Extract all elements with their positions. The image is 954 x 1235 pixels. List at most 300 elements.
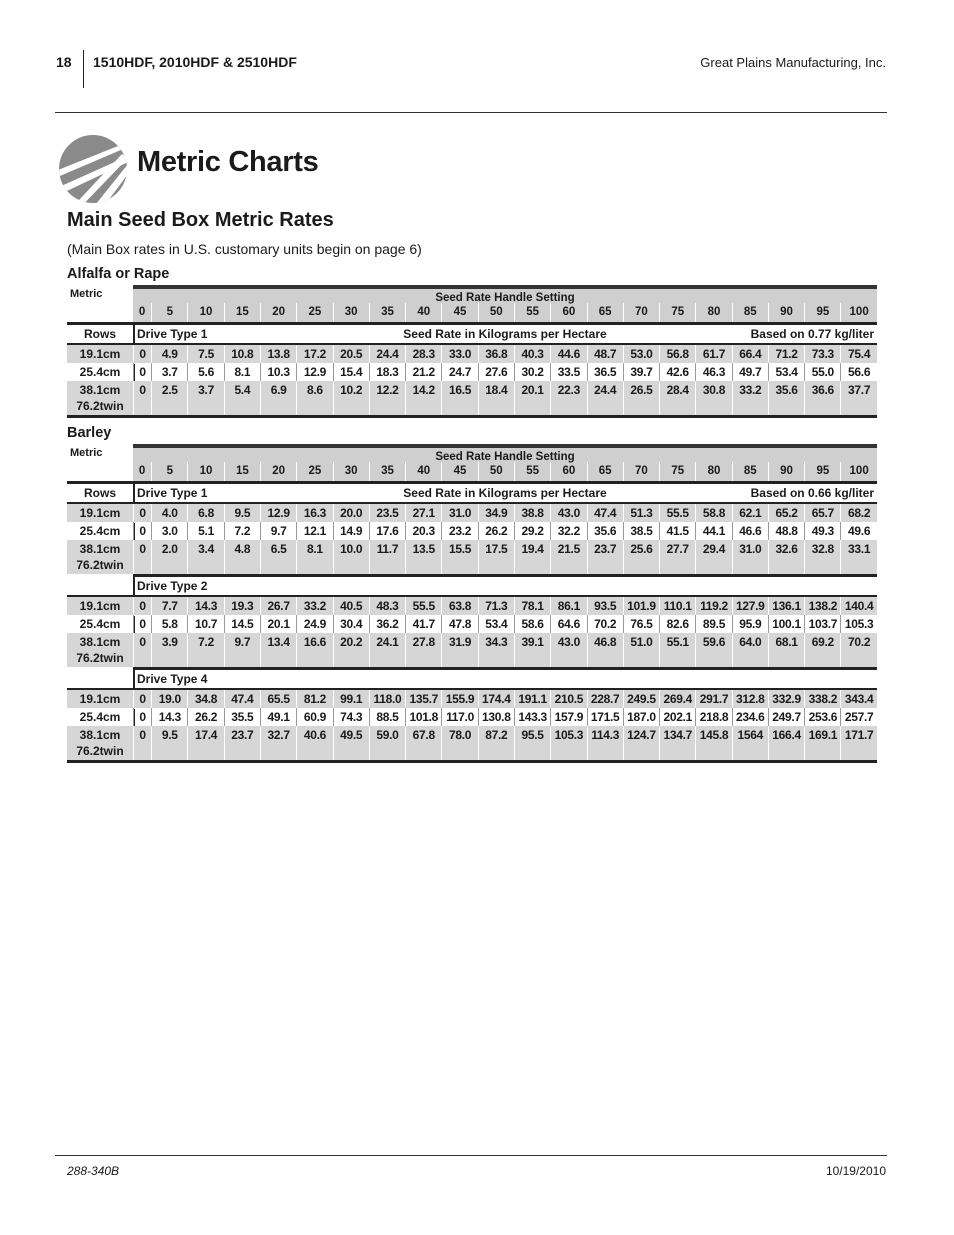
rate-cell: 48.8 — [768, 522, 804, 540]
setting-column-header: 50 — [478, 462, 514, 481]
setting-header — [133, 448, 877, 481]
setting-column-header: 60 — [550, 462, 586, 481]
rate-cells — [133, 690, 877, 708]
rate-cell: 18.3 — [369, 363, 405, 381]
rate-cell: 34.3 — [478, 633, 514, 667]
row-spacing: 25.4cm — [79, 710, 121, 724]
rate-cell: 13.4 — [260, 633, 296, 667]
setting-column-header: 5 — [151, 462, 187, 481]
row-spacing: 19.1cm — [79, 506, 121, 520]
rate-cell: 5.1 — [187, 522, 223, 540]
rate-cell: 23.7 — [587, 540, 623, 574]
rate-cell: 191.1 — [514, 690, 550, 708]
rate-cell: 51.3 — [623, 504, 659, 522]
rate-cell: 31.0 — [732, 540, 768, 574]
rate-cell: 30.4 — [333, 615, 369, 633]
rate-cell: 7.2 — [224, 522, 260, 540]
header-rule — [55, 112, 887, 113]
rate-cell: 24.4 — [587, 381, 623, 415]
crop-name: Barley — [67, 425, 112, 441]
metric-label: Metric — [70, 447, 103, 459]
rate-cells — [133, 708, 877, 726]
rate-cell: 78.0 — [441, 726, 477, 760]
rate-cell: 14.3 — [187, 597, 223, 615]
rate-cell: 36.5 — [587, 363, 623, 381]
rate-cells — [133, 345, 877, 363]
rate-cell: 29.4 — [695, 540, 731, 574]
rate-cell: 101.8 — [405, 708, 441, 726]
rate-cell: 74.3 — [333, 708, 369, 726]
row-spacing-twin: 76.2twin — [76, 399, 124, 413]
rate-cell: 47.4 — [224, 690, 260, 708]
rate-cell: 65.5 — [260, 690, 296, 708]
rate-cell: 20.1 — [514, 381, 550, 415]
table-row — [67, 615, 877, 633]
seed-rate-units-label: Seed Rate in Kilograms per Hectare — [403, 486, 607, 500]
rate-cell: 36.8 — [478, 345, 514, 363]
rate-cell: 44.1 — [695, 522, 731, 540]
table-row — [67, 522, 877, 540]
rate-cell: 2.0 — [151, 540, 187, 574]
setting-column-header: 95 — [804, 303, 840, 322]
row-spacing-twin: 76.2twin — [76, 744, 124, 758]
row-spacing-label — [67, 597, 133, 615]
rate-cell: 82.6 — [659, 615, 695, 633]
rate-cell: 0 — [133, 522, 151, 540]
rate-cell: 218.8 — [695, 708, 731, 726]
setting-column-header: 65 — [587, 462, 623, 481]
setting-column-header: 0 — [138, 465, 146, 477]
rate-cell: 43.0 — [550, 504, 586, 522]
density-basis-label: Based on 0.66 kg/liter — [750, 486, 874, 500]
table-row — [67, 597, 877, 615]
rate-cell: 33.0 — [441, 345, 477, 363]
rate-cell: 95.5 — [514, 726, 550, 760]
rate-cell: 71.3 — [478, 597, 514, 615]
rate-cell: 16.5 — [441, 381, 477, 415]
seed-rate-units-label: Seed Rate in Kilograms per Hectare — [403, 327, 607, 341]
rate-cell: 53.0 — [623, 345, 659, 363]
rate-cell: 68.1 — [768, 633, 804, 667]
rate-cell: 26.2 — [187, 708, 223, 726]
rate-cell: 20.2 — [333, 633, 369, 667]
rate-cell: 312.8 — [732, 690, 768, 708]
rate-cell: 32.2 — [550, 522, 586, 540]
rate-cell: 110.1 — [659, 597, 695, 615]
rate-cell: 65.7 — [804, 504, 840, 522]
rate-cell: 127.9 — [732, 597, 768, 615]
rate-cell: 228.7 — [587, 690, 623, 708]
rate-cell: 24.1 — [369, 633, 405, 667]
rate-cell: 3.9 — [151, 633, 187, 667]
row-spacing-twin: 76.2twin — [76, 558, 124, 572]
document-date: 10/19/2010 — [825, 1164, 886, 1178]
rate-cell: 0 — [133, 708, 151, 726]
rate-cell: 5.4 — [224, 381, 260, 415]
rate-cell: 11.7 — [369, 540, 405, 574]
rate-cell: 25.6 — [623, 540, 659, 574]
rate-cell: 0 — [133, 690, 151, 708]
drive-type-label: Drive Type 1 — [137, 486, 208, 500]
row-spacing-label — [67, 708, 133, 726]
rate-cell: 68.2 — [840, 504, 876, 522]
rate-cell: 29.2 — [514, 522, 550, 540]
rate-cell: 27.6 — [478, 363, 514, 381]
rate-cell: 10.8 — [224, 345, 260, 363]
setting-column-header: 75 — [659, 303, 695, 322]
rate-cell: 20.3 — [405, 522, 441, 540]
rate-cell: 3.4 — [187, 540, 223, 574]
rate-cell: 26.7 — [260, 597, 296, 615]
rate-cell: 171.7 — [840, 726, 876, 760]
setting-column-header: 80 — [695, 303, 731, 322]
rate-cell: 19.3 — [224, 597, 260, 615]
rate-cell: 35.6 — [587, 522, 623, 540]
rows-column-label: Rows — [83, 486, 116, 500]
rate-cell: 49.1 — [260, 708, 296, 726]
rate-cell: 23.5 — [369, 504, 405, 522]
setting-column-header: 45 — [441, 462, 477, 481]
group-rule — [67, 322, 877, 325]
setting-column-header: 40 — [405, 303, 441, 322]
rate-cell: 16.6 — [296, 633, 332, 667]
rate-cell: 10.3 — [260, 363, 296, 381]
row-spacing-label — [67, 690, 133, 708]
document-number: 288-340B — [67, 1164, 120, 1178]
rate-cell: 36.2 — [369, 615, 405, 633]
rate-cell: 234.6 — [732, 708, 768, 726]
rate-cell: 53.4 — [478, 615, 514, 633]
setting-header — [133, 289, 877, 322]
rate-cell: 17.2 — [296, 345, 332, 363]
rate-cell: 0 — [133, 345, 151, 363]
rate-cell: 20.1 — [260, 615, 296, 633]
table-row — [67, 345, 877, 363]
drive-type-label: Drive Type 1 — [137, 327, 208, 341]
setting-column-header: 30 — [333, 462, 369, 481]
rate-cell: 62.1 — [732, 504, 768, 522]
rate-cell: 71.2 — [768, 345, 804, 363]
rate-cell: 51.0 — [623, 633, 659, 667]
rate-cell: 46.8 — [587, 633, 623, 667]
rate-cell: 12.9 — [296, 363, 332, 381]
rate-cell: 55.5 — [659, 504, 695, 522]
row-spacing-twin: 76.2twin — [76, 651, 124, 665]
rate-cell: 249.5 — [623, 690, 659, 708]
rate-cell: 130.8 — [478, 708, 514, 726]
rate-cell: 138.2 — [804, 597, 840, 615]
rate-cell: 114.3 — [587, 726, 623, 760]
row-spacing-label — [67, 540, 133, 574]
rate-cell: 15.4 — [333, 363, 369, 381]
table-bottom-rule — [67, 760, 877, 763]
page-title: Metric Charts — [137, 146, 319, 178]
rate-cell: 26.5 — [623, 381, 659, 415]
rate-cell: 30.8 — [695, 381, 731, 415]
rate-cell: 65.2 — [768, 504, 804, 522]
rate-cell: 56.6 — [840, 363, 876, 381]
setting-column-header: 35 — [369, 462, 405, 481]
rate-cell: 155.9 — [441, 690, 477, 708]
rate-cell: 64.6 — [550, 615, 586, 633]
rate-cell: 10.2 — [333, 381, 369, 415]
rate-cell: 55.5 — [405, 597, 441, 615]
rate-cell: 88.5 — [369, 708, 405, 726]
rate-cell: 95.9 — [732, 615, 768, 633]
row-spacing: 25.4cm — [79, 524, 121, 538]
rate-cell: 118.0 — [369, 690, 405, 708]
rate-cell: 10.7 — [187, 615, 223, 633]
rate-cell: 338.2 — [804, 690, 840, 708]
rate-cell: 14.9 — [333, 522, 369, 540]
rate-cell: 40.3 — [514, 345, 550, 363]
rate-cell: 49.5 — [333, 726, 369, 760]
rate-cell: 81.2 — [296, 690, 332, 708]
rate-cells — [133, 381, 877, 415]
rate-cell: 14.5 — [224, 615, 260, 633]
rate-cell: 37.7 — [840, 381, 876, 415]
rate-cell: 6.8 — [187, 504, 223, 522]
rate-cell: 105.3 — [840, 615, 876, 633]
rate-cell: 249.7 — [768, 708, 804, 726]
section-title: Main Seed Box Metric Rates — [67, 209, 334, 231]
rate-cell: 70.2 — [587, 615, 623, 633]
rate-cell: 69.2 — [804, 633, 840, 667]
rate-cell: 210.5 — [550, 690, 586, 708]
rate-cell: 31.9 — [441, 633, 477, 667]
rate-cell: 3.7 — [151, 363, 187, 381]
rate-cells — [133, 597, 877, 615]
rate-cell: 0 — [133, 504, 151, 522]
rate-cell: 13.8 — [260, 345, 296, 363]
rate-cell: 48.7 — [587, 345, 623, 363]
rate-cell: 36.6 — [804, 381, 840, 415]
row-spacing: 38.1cm — [79, 383, 121, 397]
rate-cell: 0 — [133, 615, 151, 633]
rate-cell: 21.5 — [550, 540, 586, 574]
rate-cell: 24.4 — [369, 345, 405, 363]
setting-column-header: 30 — [333, 303, 369, 322]
setting-column-header: 100 — [840, 462, 876, 481]
row-spacing: 25.4cm — [79, 365, 121, 379]
table-row — [67, 540, 877, 574]
rate-cell: 9.5 — [151, 726, 187, 760]
rate-cell: 38.8 — [514, 504, 550, 522]
rate-cell: 39.1 — [514, 633, 550, 667]
table-row — [67, 504, 877, 522]
rate-cell: 12.1 — [296, 522, 332, 540]
rate-cell: 48.3 — [369, 597, 405, 615]
rate-cell: 8.1 — [296, 540, 332, 574]
rate-cell: 157.9 — [550, 708, 586, 726]
setting-column-header: 15 — [224, 303, 260, 322]
row-spacing: 38.1cm — [79, 635, 121, 649]
rate-cell: 63.8 — [441, 597, 477, 615]
rate-cell: 134.7 — [659, 726, 695, 760]
rate-cell: 19.4 — [514, 540, 550, 574]
rate-cell: 32.8 — [804, 540, 840, 574]
rate-cell: 0 — [133, 597, 151, 615]
section-note: (Main Box rates in U.S. customary units begin on page 6) — [67, 241, 422, 257]
rate-cell: 1564 — [732, 726, 768, 760]
rate-cell: 105.3 — [550, 726, 586, 760]
row-spacing: 25.4cm — [79, 617, 121, 631]
rate-cell: 9.7 — [224, 633, 260, 667]
setting-column-header: 75 — [659, 462, 695, 481]
company-name: Great Plains Manufacturing, Inc. — [700, 55, 886, 70]
rate-cell: 73.3 — [804, 345, 840, 363]
rate-cell: 0 — [133, 381, 151, 415]
rate-cells — [133, 726, 877, 760]
setting-column-header: 20 — [260, 303, 296, 322]
rate-cell: 75.4 — [840, 345, 876, 363]
rate-cell: 3.0 — [151, 522, 187, 540]
rate-cells — [133, 504, 877, 522]
rate-cell: 31.0 — [441, 504, 477, 522]
rate-cell: 59.0 — [369, 726, 405, 760]
rate-cell: 7.7 — [151, 597, 187, 615]
rate-cell: 78.1 — [514, 597, 550, 615]
rate-cell: 100.1 — [768, 615, 804, 633]
rate-cell: 93.5 — [587, 597, 623, 615]
row-spacing-label — [67, 522, 133, 540]
rate-cell: 101.9 — [623, 597, 659, 615]
rate-cell: 40.6 — [296, 726, 332, 760]
rate-cell: 103.7 — [804, 615, 840, 633]
rate-cell: 269.4 — [659, 690, 695, 708]
rate-cell: 4.8 — [224, 540, 260, 574]
rate-cell: 8.6 — [296, 381, 332, 415]
rate-cell: 46.3 — [695, 363, 731, 381]
setting-column-header: 85 — [732, 303, 768, 322]
rate-cell: 66.4 — [732, 345, 768, 363]
rate-cell: 24.9 — [296, 615, 332, 633]
rate-cell: 70.2 — [840, 633, 876, 667]
rate-cell: 23.2 — [441, 522, 477, 540]
rate-cell: 3.7 — [187, 381, 223, 415]
setting-column-header: 85 — [732, 462, 768, 481]
setting-column-header: 10 — [187, 462, 223, 481]
table-row — [67, 633, 877, 667]
rate-cell: 12.2 — [369, 381, 405, 415]
rate-cell: 6.5 — [260, 540, 296, 574]
density-basis-label: Based on 0.77 kg/liter — [750, 327, 874, 341]
setting-column-header: 70 — [623, 303, 659, 322]
rate-cell: 43.0 — [550, 633, 586, 667]
rate-cell: 32.7 — [260, 726, 296, 760]
setting-column-header: 25 — [296, 303, 332, 322]
setting-columns — [133, 303, 877, 322]
rate-cell: 64.0 — [732, 633, 768, 667]
rate-cell: 28.4 — [659, 381, 695, 415]
rate-cell: 119.2 — [695, 597, 731, 615]
setting-column-header: 55 — [514, 303, 550, 322]
rate-cell: 42.6 — [659, 363, 695, 381]
rate-cell: 135.7 — [405, 690, 441, 708]
rate-cell: 40.5 — [333, 597, 369, 615]
row-spacing-label — [67, 381, 133, 415]
setting-column-header: 15 — [224, 462, 260, 481]
row-spacing-label — [67, 726, 133, 760]
table-row — [67, 726, 877, 760]
rate-cell: 17.5 — [478, 540, 514, 574]
rate-cell: 17.6 — [369, 522, 405, 540]
row-spacing: 19.1cm — [79, 599, 121, 613]
rate-cell: 0 — [133, 540, 151, 574]
setting-column-header: 0 — [138, 306, 146, 318]
rate-cell: 124.7 — [623, 726, 659, 760]
setting-column-header: 60 — [550, 303, 586, 322]
rate-cell: 35.6 — [768, 381, 804, 415]
rate-cell: 117.0 — [441, 708, 477, 726]
model-title: 1510HDF, 2010HDF & 2510HDF — [93, 54, 297, 70]
header-divider — [83, 50, 84, 88]
group-rule — [67, 481, 877, 484]
rate-cell: 5.8 — [151, 615, 187, 633]
rate-cell: 140.4 — [840, 597, 876, 615]
row-spacing-label — [67, 504, 133, 522]
rate-cell: 13.5 — [405, 540, 441, 574]
setting-column-header: 45 — [441, 303, 477, 322]
rate-cell: 59.6 — [695, 633, 731, 667]
setting-column-header: 70 — [623, 462, 659, 481]
rate-cell: 41.7 — [405, 615, 441, 633]
rate-cell: 35.5 — [224, 708, 260, 726]
seed-rate-setting-label: Seed Rate Handle Setting — [435, 292, 575, 304]
rate-cell: 7.2 — [187, 633, 223, 667]
rate-cell: 18.4 — [478, 381, 514, 415]
rate-cell: 46.6 — [732, 522, 768, 540]
group-rule — [133, 574, 877, 577]
setting-column-header: 25 — [296, 462, 332, 481]
rate-cell: 0 — [133, 633, 151, 667]
rate-cell: 34.9 — [478, 504, 514, 522]
row-spacing: 38.1cm — [79, 728, 121, 742]
rate-cell: 136.1 — [768, 597, 804, 615]
rate-cell: 26.2 — [478, 522, 514, 540]
setting-column-header: 10 — [187, 303, 223, 322]
table-bottom-rule — [67, 415, 877, 418]
rate-cell: 61.7 — [695, 345, 731, 363]
rate-cell: 39.7 — [623, 363, 659, 381]
rate-cell: 8.1 — [224, 363, 260, 381]
rate-cell: 5.6 — [187, 363, 223, 381]
rate-cell: 21.2 — [405, 363, 441, 381]
rate-cell: 16.3 — [296, 504, 332, 522]
setting-column-header: 5 — [151, 303, 187, 322]
row-spacing: 38.1cm — [79, 542, 121, 556]
rate-cell: 27.7 — [659, 540, 695, 574]
rate-cells — [133, 633, 877, 667]
setting-columns — [133, 462, 877, 481]
rate-cell: 55.1 — [659, 633, 695, 667]
rate-cells — [133, 363, 877, 381]
rate-cell: 58.8 — [695, 504, 731, 522]
rate-cell: 33.5 — [550, 363, 586, 381]
table-row — [67, 363, 877, 381]
rate-cell: 87.2 — [478, 726, 514, 760]
rate-cell: 257.7 — [840, 708, 876, 726]
rate-cell: 6.9 — [260, 381, 296, 415]
setting-column-header: 95 — [804, 462, 840, 481]
rate-cell: 4.0 — [151, 504, 187, 522]
rate-cell: 34.8 — [187, 690, 223, 708]
rate-cell: 49.6 — [840, 522, 876, 540]
drive-type-label: Drive Type 2 — [137, 579, 208, 593]
setting-column-header: 90 — [768, 462, 804, 481]
setting-column-header: 20 — [260, 462, 296, 481]
rate-cell: 143.3 — [514, 708, 550, 726]
